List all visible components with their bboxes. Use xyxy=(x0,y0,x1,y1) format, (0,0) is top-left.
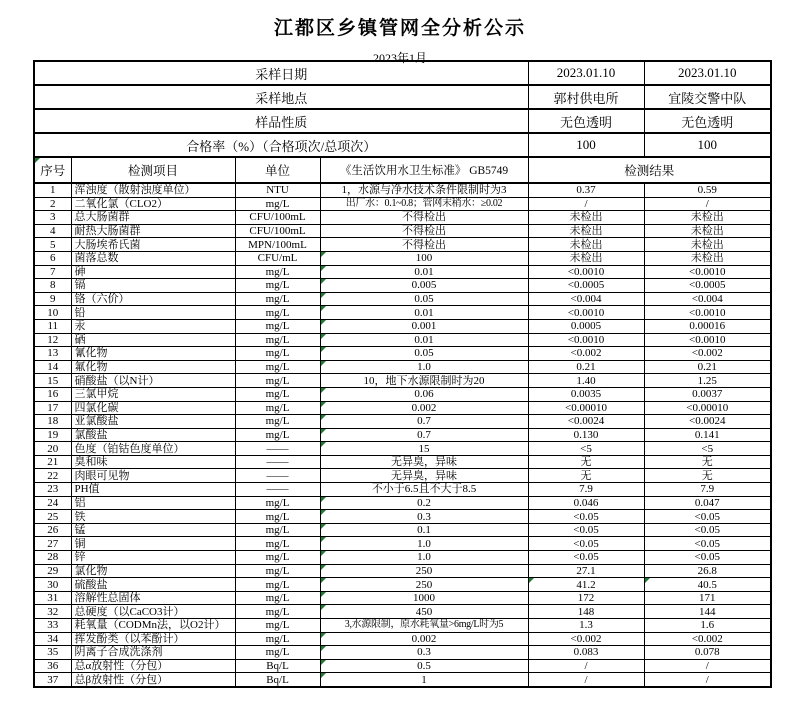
table-row xyxy=(34,265,771,279)
row-unit: mg/L xyxy=(235,551,320,565)
row-number: 25 xyxy=(34,510,71,524)
table-row xyxy=(34,197,771,211)
row-result-site1: <0.05 xyxy=(528,523,644,537)
row-number: 29 xyxy=(34,564,71,578)
row-standard: 1.0 xyxy=(320,360,528,374)
row-result-site2: <0.05 xyxy=(644,551,771,565)
row-number: 11 xyxy=(34,319,71,333)
analysis-table xyxy=(33,60,772,688)
row-result-site2: / xyxy=(644,673,771,687)
row-item: 溶解性总固体 xyxy=(71,591,235,605)
column-header-item: 检测项目 xyxy=(71,157,235,183)
info-row-sampling-date xyxy=(34,61,771,85)
table-row xyxy=(34,251,771,265)
row-result-site1: <5 xyxy=(528,442,644,456)
table-row xyxy=(34,347,771,361)
row-number: 4 xyxy=(34,224,71,238)
row-result-site1: 0.0035 xyxy=(528,387,644,401)
row-standard: 250 xyxy=(320,564,528,578)
sample-nature-site2: 无色透明 xyxy=(644,109,771,133)
row-item: 三氯甲烷 xyxy=(71,387,235,401)
row-item: 硒 xyxy=(71,333,235,347)
table-row xyxy=(34,333,771,347)
row-number: 3 xyxy=(34,211,71,225)
row-number: 19 xyxy=(34,428,71,442)
row-unit: CFU/100mL xyxy=(235,224,320,238)
row-result-site2: <0.002 xyxy=(644,347,771,361)
row-result-site2: 无 xyxy=(644,455,771,469)
row-result-site2: 1.25 xyxy=(644,374,771,388)
sample-nature-label: 样品性质 xyxy=(34,109,528,133)
row-item: 总β放射性（分包） xyxy=(71,673,235,687)
row-item: 铝 xyxy=(71,496,235,510)
row-standard: 1 xyxy=(320,673,528,687)
row-standard: 不得检出 xyxy=(320,238,528,252)
row-number: 8 xyxy=(34,279,71,293)
row-result-site2: 0.078 xyxy=(644,646,771,660)
row-unit: mg/L xyxy=(235,578,320,592)
page-title: 江都区乡镇管网全分析公示 xyxy=(273,18,526,39)
row-result-site2: 0.21 xyxy=(644,360,771,374)
row-unit: mg/L xyxy=(235,523,320,537)
row-unit: —— xyxy=(235,469,320,483)
table-row xyxy=(34,673,771,687)
row-standard: 无异臭，异味 xyxy=(320,469,528,483)
row-result-site1: 未检出 xyxy=(528,211,644,225)
row-unit: mg/L xyxy=(235,319,320,333)
row-unit: mg/L xyxy=(235,347,320,361)
column-header-row xyxy=(34,157,771,183)
column-header-result: 检测结果 xyxy=(528,157,771,183)
row-standard: 1000 xyxy=(320,591,528,605)
row-result-site2: <0.0024 xyxy=(644,415,771,429)
row-result-site2: / xyxy=(644,197,771,211)
row-unit: mg/L xyxy=(235,591,320,605)
info-row-sampling-location xyxy=(34,85,771,109)
row-standard: 450 xyxy=(320,605,528,619)
row-result-site2: 0.0037 xyxy=(644,387,771,401)
row-item: 菌落总数 xyxy=(71,251,235,265)
row-standard: 250 xyxy=(320,578,528,592)
row-result-site1: <0.05 xyxy=(528,537,644,551)
row-standard: 1，水源与净水技术条件限制时为3 xyxy=(320,183,528,197)
row-result-site1: / xyxy=(528,673,644,687)
column-header-no: 序号 xyxy=(34,157,71,183)
row-result-site2: <0.05 xyxy=(644,537,771,551)
row-standard: 0.7 xyxy=(320,428,528,442)
row-number: 17 xyxy=(34,401,71,415)
row-result-site2: <0.0005 xyxy=(644,279,771,293)
detection-rows xyxy=(34,183,771,687)
row-unit: mg/L xyxy=(235,292,320,306)
row-unit: mg/L xyxy=(235,510,320,524)
row-item: 二氧化氯（CLO2） xyxy=(71,197,235,211)
row-unit: mg/L xyxy=(235,605,320,619)
table-row xyxy=(34,619,771,633)
row-standard: 0.01 xyxy=(320,265,528,279)
row-standard: 1.0 xyxy=(320,537,528,551)
table-row xyxy=(34,360,771,374)
row-item: 氯酸盐 xyxy=(71,428,235,442)
row-result-site1: 0.130 xyxy=(528,428,644,442)
row-result-site2: 1.6 xyxy=(644,619,771,633)
row-result-site2: 144 xyxy=(644,605,771,619)
row-unit: mg/L xyxy=(235,415,320,429)
row-number: 7 xyxy=(34,265,71,279)
row-result-site1: 未检出 xyxy=(528,238,644,252)
row-item: 镉 xyxy=(71,279,235,293)
sampling-date-site1: 2023.01.10 xyxy=(528,61,644,85)
table-row xyxy=(34,401,771,415)
table-row xyxy=(34,279,771,293)
row-standard: 0.01 xyxy=(320,333,528,347)
sampling-location-site2: 宜陵交警中队 xyxy=(644,85,771,109)
table-row xyxy=(34,469,771,483)
sampling-date-site2: 2023.01.10 xyxy=(644,61,771,85)
row-standard: 10，地下水源限制时为20 xyxy=(320,374,528,388)
table-row xyxy=(34,211,771,225)
info-row-sample-nature xyxy=(34,109,771,133)
row-unit: mg/L xyxy=(235,632,320,646)
row-result-site1: 未检出 xyxy=(528,224,644,238)
row-result-site2: <0.0010 xyxy=(644,306,771,320)
row-item: 氟化物 xyxy=(71,360,235,374)
table-row xyxy=(34,632,771,646)
table-row xyxy=(34,510,771,524)
row-result-site2: <0.00010 xyxy=(644,401,771,415)
row-result-site2: / xyxy=(644,659,771,673)
row-standard: 0.2 xyxy=(320,496,528,510)
row-item: 氯化物 xyxy=(71,564,235,578)
row-item: 阴离子合成洗涤剂 xyxy=(71,646,235,660)
row-result-site2: 0.047 xyxy=(644,496,771,510)
table-row xyxy=(34,415,771,429)
row-unit: NTU xyxy=(235,183,320,197)
row-unit: mg/L xyxy=(235,306,320,320)
row-result-site2: 未检出 xyxy=(644,238,771,252)
row-item: 铅 xyxy=(71,306,235,320)
row-unit: —— xyxy=(235,442,320,456)
row-result-site1: 0.37 xyxy=(528,183,644,197)
row-standard: 0.002 xyxy=(320,401,528,415)
table-row xyxy=(34,483,771,497)
row-unit: mg/L xyxy=(235,374,320,388)
sampling-date-label: 采样日期 xyxy=(34,61,528,85)
row-result-site2: <0.002 xyxy=(644,632,771,646)
row-item: 锌 xyxy=(71,551,235,565)
row-number: 24 xyxy=(34,496,71,510)
row-standard: 1.0 xyxy=(320,551,528,565)
row-unit: —— xyxy=(235,483,320,497)
row-number: 14 xyxy=(34,360,71,374)
row-unit: CFU/mL xyxy=(235,251,320,265)
table-row xyxy=(34,238,771,252)
row-standard: 0.005 xyxy=(320,279,528,293)
row-number: 5 xyxy=(34,238,71,252)
row-result-site1: 7.9 xyxy=(528,483,644,497)
sampling-location-label: 采样地点 xyxy=(34,85,528,109)
row-unit: CFU/100mL xyxy=(235,211,320,225)
row-number: 37 xyxy=(34,673,71,687)
table-row xyxy=(34,496,771,510)
row-item: 硫酸盐 xyxy=(71,578,235,592)
row-unit: Bq/L xyxy=(235,673,320,687)
row-standard: 100 xyxy=(320,251,528,265)
row-number: 33 xyxy=(34,619,71,633)
row-item: PH值 xyxy=(71,483,235,497)
row-standard: 0.3 xyxy=(320,510,528,524)
row-unit: mg/L xyxy=(235,564,320,578)
pass-rate-site2: 100 xyxy=(644,133,771,157)
row-number: 20 xyxy=(34,442,71,456)
row-item: 汞 xyxy=(71,319,235,333)
table-row xyxy=(34,374,771,388)
table-row xyxy=(34,578,771,592)
row-number: 28 xyxy=(34,551,71,565)
row-standard: 0.3 xyxy=(320,646,528,660)
row-number: 18 xyxy=(34,415,71,429)
row-result-site1: 无 xyxy=(528,469,644,483)
table-row xyxy=(34,646,771,660)
row-result-site2: 未检出 xyxy=(644,211,771,225)
table-row xyxy=(34,455,771,469)
column-header-standard: 《生活饮用水卫生标准》 GB5749 xyxy=(320,157,528,183)
row-unit: mg/L xyxy=(235,360,320,374)
row-number: 22 xyxy=(34,469,71,483)
row-result-site1: 未检出 xyxy=(528,251,644,265)
row-standard: 0.002 xyxy=(320,632,528,646)
page-subtitle: 2023年1月 xyxy=(372,51,427,65)
table-row xyxy=(34,428,771,442)
row-number: 10 xyxy=(34,306,71,320)
row-item: 浑浊度（散射浊度单位） xyxy=(71,183,235,197)
row-item: 亚氯酸盐 xyxy=(71,415,235,429)
row-result-site1: 148 xyxy=(528,605,644,619)
row-item: 总硬度（以CaCO3计） xyxy=(71,605,235,619)
row-standard: 无异臭，异味 xyxy=(320,455,528,469)
row-result-site1: <0.00010 xyxy=(528,401,644,415)
row-result-site1: 0.0005 xyxy=(528,319,644,333)
row-unit: mg/L xyxy=(235,197,320,211)
row-number: 31 xyxy=(34,591,71,605)
row-result-site2: <0.0010 xyxy=(644,333,771,347)
row-standard: 0.1 xyxy=(320,523,528,537)
row-item: 挥发酚类（以苯酚计） xyxy=(71,632,235,646)
row-item: 砷 xyxy=(71,265,235,279)
row-number: 26 xyxy=(34,523,71,537)
row-number: 23 xyxy=(34,483,71,497)
row-result-site1: <0.002 xyxy=(528,632,644,646)
table-row xyxy=(34,224,771,238)
row-result-site1: <0.002 xyxy=(528,347,644,361)
table-row xyxy=(34,319,771,333)
row-unit: mg/L xyxy=(235,619,320,633)
row-standard: 0.05 xyxy=(320,347,528,361)
row-standard: 不得检出 xyxy=(320,211,528,225)
row-standard: 不小于6.5且不大于8.5 xyxy=(320,483,528,497)
sample-nature-site1: 无色透明 xyxy=(528,109,644,133)
row-item: 臭和味 xyxy=(71,455,235,469)
row-standard: 0.06 xyxy=(320,387,528,401)
row-result-site1: 0.046 xyxy=(528,496,644,510)
row-result-site2: <0.004 xyxy=(644,292,771,306)
row-result-site1: <0.05 xyxy=(528,551,644,565)
table-row xyxy=(34,442,771,456)
row-result-site2: 0.141 xyxy=(644,428,771,442)
pass-rate-label: 合格率（%）（合格项次/总项次） xyxy=(34,133,528,157)
table-row xyxy=(34,551,771,565)
row-unit: mg/L xyxy=(235,646,320,660)
row-result-site2: <5 xyxy=(644,442,771,456)
row-result-site1: <0.0024 xyxy=(528,415,644,429)
row-unit: mg/L xyxy=(235,401,320,415)
row-item: 总大肠菌群 xyxy=(71,211,235,225)
table-row xyxy=(34,537,771,551)
row-number: 21 xyxy=(34,455,71,469)
row-item: 氰化物 xyxy=(71,347,235,361)
table-row xyxy=(34,605,771,619)
row-standard: 0.7 xyxy=(320,415,528,429)
row-unit: mg/L xyxy=(235,537,320,551)
row-number: 32 xyxy=(34,605,71,619)
row-result-site2: 无 xyxy=(644,469,771,483)
row-result-site2: 未检出 xyxy=(644,251,771,265)
info-row-pass-rate xyxy=(34,133,771,157)
row-result-site1: <0.0010 xyxy=(528,333,644,347)
row-item: 耗氧量（CODMn法，以O2计） xyxy=(71,619,235,633)
table-row xyxy=(34,659,771,673)
row-item: 总α放射性（分包） xyxy=(71,659,235,673)
row-result-site1: 41.2 xyxy=(528,578,644,592)
table-row xyxy=(34,183,771,197)
row-standard: 3,水源限制，原水耗氧量>6mg/L时为5 xyxy=(320,619,528,633)
row-result-site1: <0.05 xyxy=(528,510,644,524)
row-item: 色度（铂钴色度单位） xyxy=(71,442,235,456)
row-result-site2: 0.59 xyxy=(644,183,771,197)
row-result-site1: 0.21 xyxy=(528,360,644,374)
row-result-site2: <0.05 xyxy=(644,523,771,537)
pass-rate-site1: 100 xyxy=(528,133,644,157)
column-header-unit: 单位 xyxy=(235,157,320,183)
row-result-site1: <0.0010 xyxy=(528,306,644,320)
row-result-site2: <0.05 xyxy=(644,510,771,524)
row-unit: mg/L xyxy=(235,279,320,293)
row-number: 34 xyxy=(34,632,71,646)
row-result-site1: 无 xyxy=(528,455,644,469)
row-standard: 15 xyxy=(320,442,528,456)
row-item: 四氯化碳 xyxy=(71,401,235,415)
row-unit: MPN/100mL xyxy=(235,238,320,252)
row-item: 大肠埃希氏菌 xyxy=(71,238,235,252)
row-number: 2 xyxy=(34,197,71,211)
row-number: 6 xyxy=(34,251,71,265)
row-number: 9 xyxy=(34,292,71,306)
row-unit: mg/L xyxy=(235,387,320,401)
row-item: 铬（六价） xyxy=(71,292,235,306)
row-result-site1: <0.004 xyxy=(528,292,644,306)
row-unit: —— xyxy=(235,455,320,469)
row-standard: 不得检出 xyxy=(320,224,528,238)
row-result-site2: 26.8 xyxy=(644,564,771,578)
row-standard: 0.001 xyxy=(320,319,528,333)
table-row xyxy=(34,523,771,537)
row-item: 肉眼可见物 xyxy=(71,469,235,483)
row-result-site2: 171 xyxy=(644,591,771,605)
row-result-site2: <0.0010 xyxy=(644,265,771,279)
row-number: 16 xyxy=(34,387,71,401)
row-standard: 0.5 xyxy=(320,659,528,673)
table-row xyxy=(34,591,771,605)
row-unit: Bq/L xyxy=(235,659,320,673)
row-result-site2: 未检出 xyxy=(644,224,771,238)
row-standard: 0.01 xyxy=(320,306,528,320)
row-result-site1: / xyxy=(528,197,644,211)
row-item: 锰 xyxy=(71,523,235,537)
row-standard: 0.05 xyxy=(320,292,528,306)
row-item: 耐热大肠菌群 xyxy=(71,224,235,238)
table-row xyxy=(34,564,771,578)
sampling-location-site1: 郭村供电所 xyxy=(528,85,644,109)
row-item: 铜 xyxy=(71,537,235,551)
row-result-site1: 27.1 xyxy=(528,564,644,578)
row-number: 15 xyxy=(34,374,71,388)
row-result-site2: 7.9 xyxy=(644,483,771,497)
row-result-site1: <0.0010 xyxy=(528,265,644,279)
row-unit: mg/L xyxy=(235,496,320,510)
row-number: 12 xyxy=(34,333,71,347)
row-number: 27 xyxy=(34,537,71,551)
row-unit: mg/L xyxy=(235,333,320,347)
row-result-site1: <0.0005 xyxy=(528,279,644,293)
row-result-site1: 172 xyxy=(528,591,644,605)
row-number: 36 xyxy=(34,659,71,673)
row-result-site1: 0.083 xyxy=(528,646,644,660)
row-result-site1: 1.3 xyxy=(528,619,644,633)
table-row xyxy=(34,387,771,401)
row-item: 硝酸盐（以N计） xyxy=(71,374,235,388)
row-unit: mg/L xyxy=(235,428,320,442)
table-row xyxy=(34,292,771,306)
row-number: 30 xyxy=(34,578,71,592)
row-result-site1: / xyxy=(528,659,644,673)
row-unit: mg/L xyxy=(235,265,320,279)
row-item: 铁 xyxy=(71,510,235,524)
row-number: 1 xyxy=(34,183,71,197)
row-result-site2: 40.5 xyxy=(644,578,771,592)
table-row xyxy=(34,306,771,320)
row-standard: 出厂水：0.1~0.8；管网末稍水：≥0.02 xyxy=(320,197,528,211)
row-result-site1: 1.40 xyxy=(528,374,644,388)
row-number: 13 xyxy=(34,347,71,361)
row-result-site2: 0.00016 xyxy=(644,319,771,333)
row-number: 35 xyxy=(34,646,71,660)
